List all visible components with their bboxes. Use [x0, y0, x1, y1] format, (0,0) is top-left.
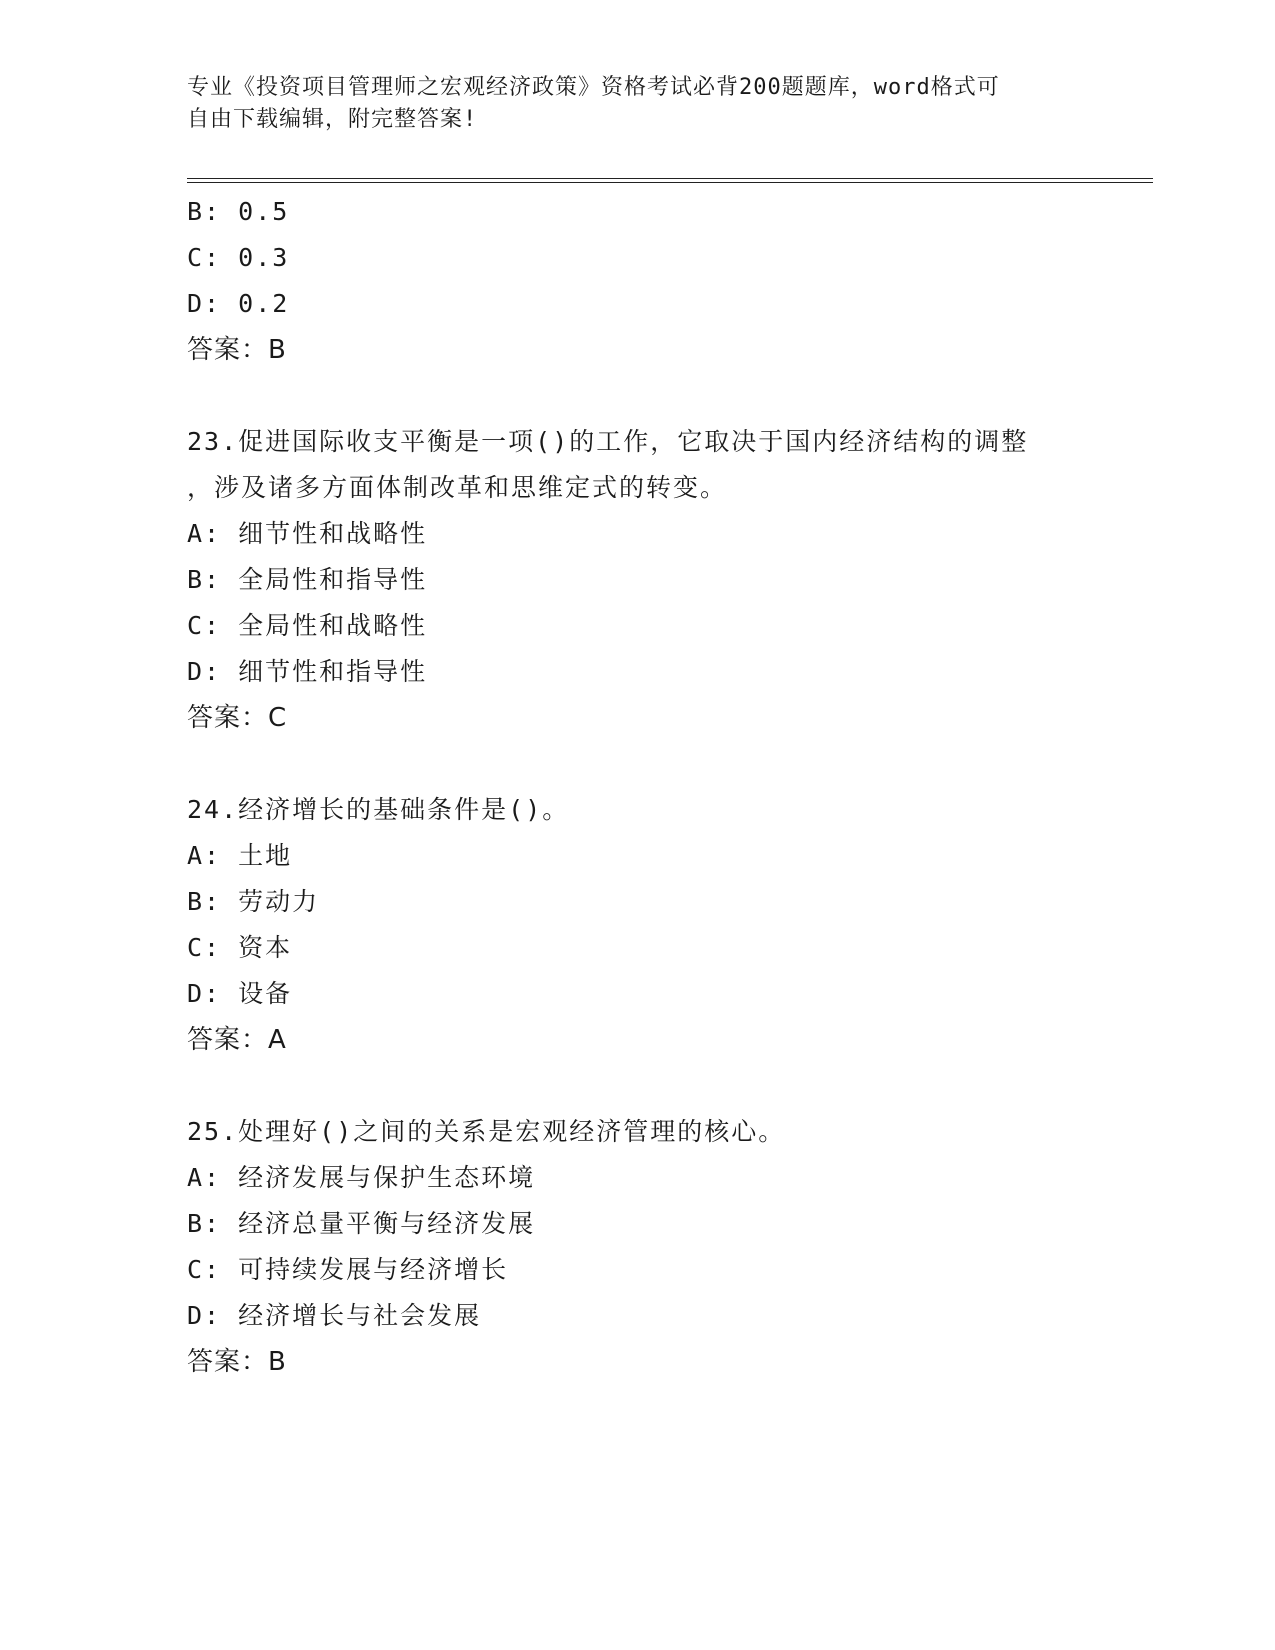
question-22-continued	[187, 189, 1087, 373]
header-title-line-2: 自由下载编辑，附完整答案!	[187, 107, 478, 132]
option-a: A: 土地	[187, 841, 293, 870]
header-divider	[187, 178, 1153, 183]
option-c: C: 可持续发展与经济增长	[187, 1255, 509, 1284]
question-list	[187, 189, 1087, 1385]
question-stem-line: 23.促进国际收支平衡是一项()的工作，它取决于国内经济结构的调整	[187, 427, 1029, 456]
question-24	[187, 787, 1087, 1063]
question-stem	[187, 787, 1087, 833]
option-c: C: 0.3	[187, 243, 290, 272]
question-25	[187, 1109, 1087, 1385]
option-c: C: 资本	[187, 933, 293, 962]
option-b: B: 0.5	[187, 197, 290, 226]
question-stem	[187, 1109, 1087, 1155]
option-b: B: 经济总量平衡与经济发展	[187, 1209, 536, 1238]
answer-line: 答案：A	[187, 1025, 287, 1055]
document-header	[187, 72, 1067, 136]
option-a: A: 经济发展与保护生态环境	[187, 1163, 536, 1192]
question-stem-line: ，涉及诸多方面体制改革和思维定式的转变。	[187, 473, 728, 502]
option-b: B: 全局性和指导性	[187, 565, 428, 594]
option-a: A: 细节性和战略性	[187, 519, 428, 548]
answer-line: 答案：B	[187, 335, 287, 365]
question-stem	[187, 419, 1087, 511]
answer-line: 答案：C	[187, 703, 288, 733]
option-b: B: 劳动力	[187, 887, 320, 916]
answer-line: 答案：B	[187, 1347, 287, 1377]
option-d: D: 设备	[187, 979, 293, 1008]
option-d: D: 0.2	[187, 289, 290, 318]
option-d: D: 经济增长与社会发展	[187, 1301, 482, 1330]
option-d: D: 细节性和指导性	[187, 657, 428, 686]
question-stem-line: 24.经济增长的基础条件是()。	[187, 795, 570, 824]
question-23	[187, 419, 1087, 741]
question-stem-line: 25.处理好()之间的关系是宏观经济管理的核心。	[187, 1117, 786, 1146]
header-title-line-1: 专业《投资项目管理师之宏观经济政策》资格考试必背200题题库，word格式可	[187, 75, 1000, 100]
option-c: C: 全局性和战略性	[187, 611, 428, 640]
